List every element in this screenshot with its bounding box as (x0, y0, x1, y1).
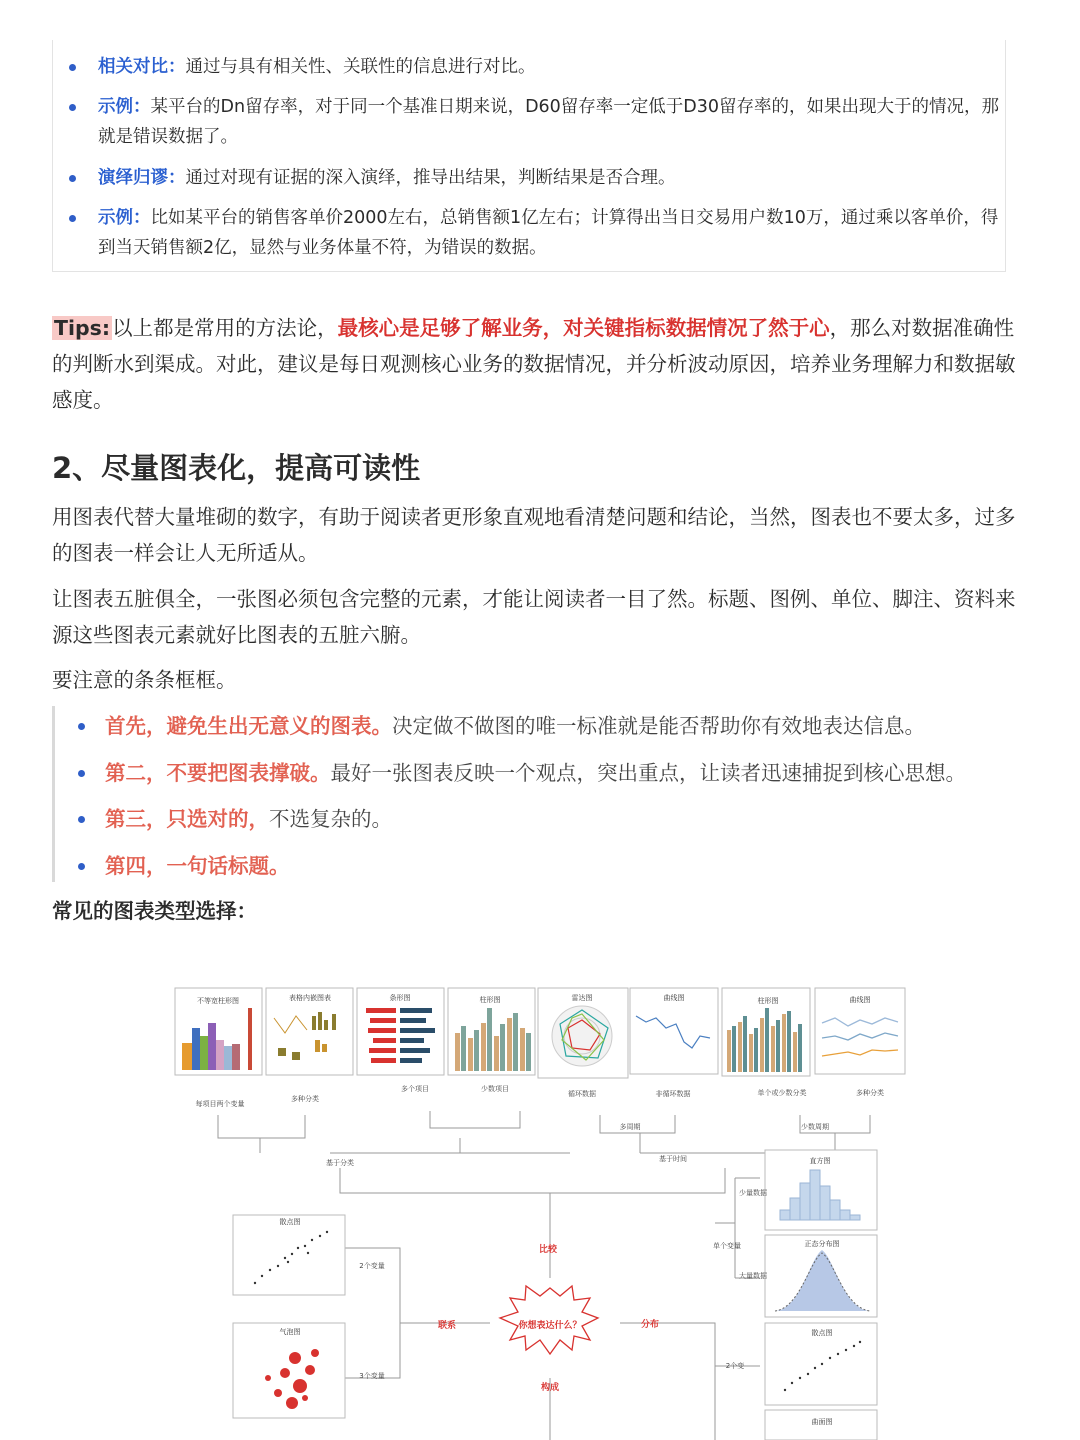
list-item: 相关对比：通过与具有相关性、关联性的信息进行对比。 (53, 52, 1005, 82)
caption: 多种分类 (856, 1089, 884, 1097)
caption: 循环数据 (568, 1090, 596, 1098)
chart-types-subheading: 常见的图表类型选择： (52, 899, 257, 923)
tips-tag: Tips: (54, 316, 111, 340)
caption: 单个变量 (713, 1242, 741, 1250)
thumb-title: 条形图 (389, 994, 411, 1002)
thumb-title: 散点图 (811, 1329, 833, 1337)
paragraph-3: 要注意的条条框框。 (52, 668, 237, 692)
caption: 3个变量 (359, 1372, 385, 1380)
thumb-title: 散点图 (279, 1218, 301, 1226)
thumb-title: 表格内嵌图表 (289, 994, 331, 1002)
thumb-title: 雷达图 (571, 994, 593, 1002)
rules-blockquote (52, 706, 1022, 882)
caption: 多种分类 (291, 1095, 319, 1103)
thumb-title: 不等宽柱形图 (197, 997, 239, 1005)
thumb-title: 柱形图 (757, 997, 779, 1005)
paragraph-1: 用图表代替大量堆砌的数字，有助于阅读者更形象直观地看清楚问题和结论，当然，图表也不要太多，过多的图表一样会让人无所适从。 (52, 505, 1016, 565)
thumb-title: 直方图 (809, 1157, 831, 1165)
caption: 2个变 (725, 1362, 745, 1370)
paragraph-2: 让图表五脏俱全，一张图必须包含完整的元素，才能让阅读者一目了然。标题、图例、单位、脚注、资料来源这些图表元素就好比图表的五脏六腑。 (52, 587, 1016, 647)
tips-paragraph: Tips:以上都是常用的方法论，最核心是足够了解业务，对关键指标数据情况了然于心，那么对数据准确性的判断水到渠成。对此，建议是每日观测核心业务的数据情况，并分析波动原因，培养业务理解力和数据敏感度。 (52, 316, 1016, 412)
caption: 非循环数据 (655, 1090, 691, 1098)
caption: 基于分类 (326, 1159, 354, 1167)
branch-label: 比较 (538, 1245, 558, 1255)
thumb-title: 曲面图 (811, 1418, 833, 1426)
caption: 多个项目 (401, 1085, 429, 1093)
list-item: 第二，不要把图表撑破。最好一张图表反映一个观点，突出重点，让读者迅速捕捉到核心思想。 (55, 750, 1022, 797)
branch-label: 分布 (640, 1320, 660, 1330)
chart-selection-diagram (170, 978, 915, 1440)
list-item: 示例：比如某平台的销售客单价2000左右，总销售额1亿左右；计算得出当日交易用户数10万，通过乘以客单价，得到当天销售额2亿，显然与业务体量不符，为错误的数据。 (53, 203, 1005, 263)
thumb-title: 曲线图 (849, 996, 871, 1004)
caption: 少量数据 (739, 1189, 767, 1197)
caption: 单个或少数分类 (757, 1089, 807, 1097)
thumb-title: 曲线图 (663, 994, 685, 1002)
thumb-title: 正态分布图 (804, 1240, 840, 1248)
caption: 少数周期 (801, 1123, 829, 1131)
thumb-title: 柱形图 (479, 996, 501, 1004)
section-title: 2、尽量图表化，提高可读性 (52, 451, 421, 485)
thumb-title: 气泡图 (279, 1328, 301, 1336)
related-list-box (52, 40, 1006, 272)
list-item: 演绎归谬：通过对现有证据的深入演绎，推导出结果，判断结果是否合理。 (53, 163, 1005, 193)
caption: 基于时间 (659, 1155, 687, 1163)
list-item: 示例：某平台的Dn留存率，对于同一个基准日期来说，D60留存率一定低于D30留存率的，如果出现大于的情况，那就是错误数据了。 (53, 92, 1005, 152)
branch-label: 联系 (437, 1321, 457, 1331)
branch-label: 构成 (540, 1383, 560, 1393)
tips-highlight: 最核心是足够了解业务，对关键指标数据情况了然于心 (337, 316, 830, 340)
center-question: 你想表达什么？ (518, 1321, 582, 1331)
caption: 多周期 (619, 1123, 641, 1131)
list-item: 第四，一句话标题。 (55, 843, 1022, 890)
caption: 大量数据 (739, 1272, 767, 1280)
list-item: 第三，只选对的，不选复杂的。 (55, 796, 1022, 843)
caption: 2个变量 (359, 1262, 385, 1270)
caption: 少数项目 (481, 1085, 509, 1093)
list-item: 首先，避免生出无意义的图表。决定做不做图的唯一标准就是能否帮助你有效地表达信息。 (55, 703, 1022, 750)
caption: 每项目两个变量 (195, 1100, 245, 1108)
